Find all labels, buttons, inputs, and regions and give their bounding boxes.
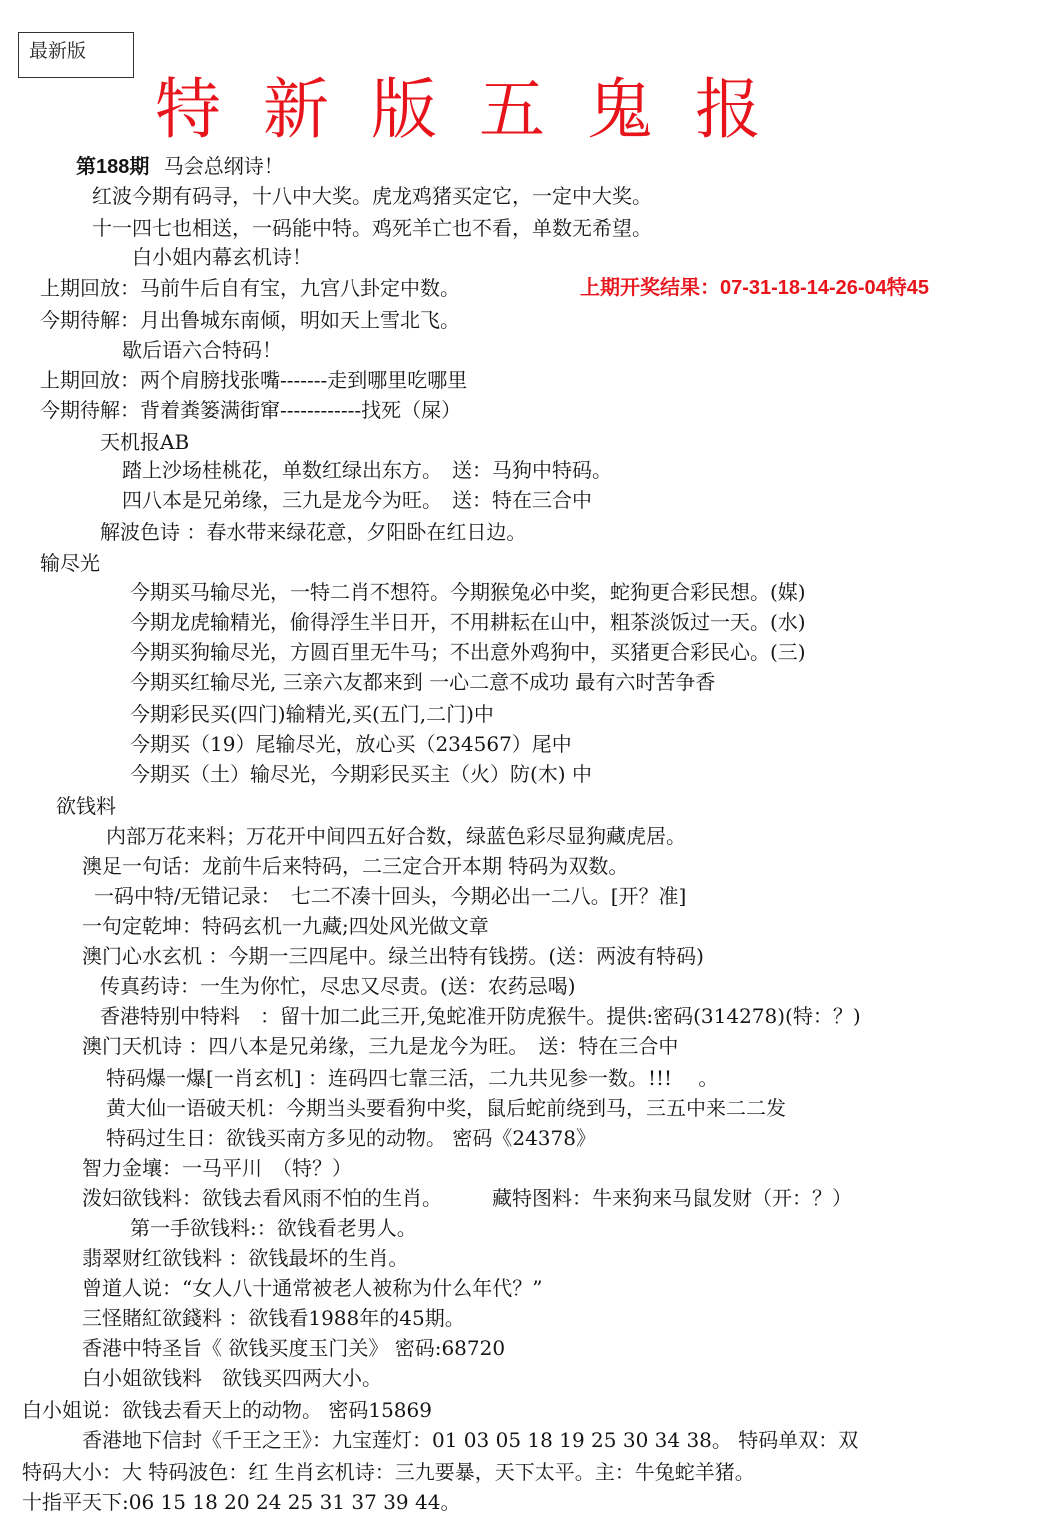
text-line: 今期龙虎输精光，偷得浮生半日开，不用耕耘在山中，粗茶淡饭过一天。(水) xyxy=(130,610,806,634)
text-line: 十指平天下:06 15 18 20 24 25 31 37 39 44。 xyxy=(22,1490,461,1514)
text-line: 欲钱料 xyxy=(56,794,116,818)
text-line: 澳足一句话：龙前牛后来特码，二三定合开本期 特码为双数。 xyxy=(82,854,629,878)
text-line: 内部万花来料；万花开中间四五好合数，绿蓝色彩尽显狗藏虎居。 xyxy=(106,824,686,848)
issue-number: 第188期 xyxy=(76,156,150,178)
text-line: 智力金壤：一马平川 （特？） xyxy=(82,1156,352,1180)
text-line: 歇后语六合特码！ xyxy=(122,338,282,362)
text-line: 特码爆一爆[一肖玄机] ：连码四七靠三活，二九共见参一数。!!! 。 xyxy=(106,1066,719,1090)
text-line: 上期回放：两个肩膀找张嘴-------走到哪里吃哪里 xyxy=(40,368,468,392)
text-line: 澳门心水玄机 ：今期一三四尾中。绿兰出特有钱捞。(送：两波有特码) xyxy=(82,944,704,968)
text-line: 第一手欲钱料:：欲钱看老男人。 xyxy=(130,1216,417,1240)
text-line: 香港中特圣旨《 欲钱买度玉门关》 密码:68720 xyxy=(82,1336,506,1360)
text-line: 十一四七也相送，一码能中特。鸡死羊亡也不看，单数无希望。 xyxy=(92,216,652,240)
text-line: 输尽光 xyxy=(40,551,100,575)
text-line: 今期买（土）输尽光，今期彩民买主（火）防(木) 中 xyxy=(130,762,592,786)
text-line: 今期待解：背着粪篓满街窜------------找死（屎） xyxy=(40,398,462,422)
text-line: 泼妇欲钱料：欲钱去看风雨不怕的生肖。 藏特图料：牛来狗来马鼠发财（开：？） xyxy=(82,1186,852,1210)
text-line: 上期回放：马前牛后自有宝，九宫八卦定中数。 xyxy=(40,276,460,300)
text-line: 今期买狗输尽光，方圆百里无牛马；不出意外鸡狗中，买猪更合彩民心。(三) xyxy=(130,640,806,664)
edition-badge: 最新版 xyxy=(18,32,134,78)
text-line: 一句定乾坤：特码玄机一九藏;四处风光做文章 xyxy=(82,914,489,938)
text-line: 白小姐说：欲钱去看天上的动物。 密码15869 xyxy=(22,1398,432,1422)
text-line: 天机报AB xyxy=(100,430,190,454)
text-line: 澳门天机诗 ：四八本是兄弟缘，三九是龙今为旺。 送：特在三合中 xyxy=(82,1034,679,1058)
issue-header xyxy=(76,152,284,181)
text-line: 红波今期有码寻，十八中大奖。虎龙鸡猪买定它，一定中大奖。 xyxy=(92,184,652,208)
text-line: 今期彩民买(四门)输精光,买(五门,二门)中 xyxy=(130,702,494,726)
text-line: 香港特别中特料 ：留十加二此三开,兔蛇准开防虎猴牛。提供:密码(314278)(特：？) xyxy=(100,1004,861,1028)
text-line: 一码中特/无错记录： 七二不凑十回头，今期必出一二八。[开？准] xyxy=(94,884,687,908)
text-line: 翡翠财红欲钱料 ：欲钱最坏的生肖。 xyxy=(82,1246,409,1270)
text-line: 今期待解：月出鲁城东南倾，明如天上雪北飞。 xyxy=(40,308,460,332)
text-line: 传真药诗：一生为你忙，尽忠又尽责。(送：农药忌喝) xyxy=(100,974,576,998)
text-line: 今期买马输尽光，一特二肖不想符。今期猴兔必中奖，蛇狗更合彩民想。(媒) xyxy=(130,580,806,604)
text-line: 三怪賭紅欲錢料 ：欲钱看1988年的45期。 xyxy=(82,1306,465,1330)
text-line: 特码过生日：欲钱买南方多见的动物。 密码《24378》 xyxy=(106,1126,596,1150)
text-line: 香港地下信封《千王之王》：九宝莲灯：01 03 05 18 19 25 30 34 38。 特码单双：双 xyxy=(82,1428,859,1452)
text-line: 今期买红输尽光, 三亲六友都来到 一心二意不成功 最有六时苦争香 xyxy=(130,670,716,694)
text-line: 解波色诗 ：春水带来绿花意，夕阳卧在红日边。 xyxy=(100,520,527,544)
text-line: 特码大小：大 特码波色：红 生肖玄机诗：三九要暴，天下太平。主：牛兔蛇羊猪。 xyxy=(22,1460,755,1484)
text-line: 四八本是兄弟缘，三九是龙今为旺。 送：特在三合中 xyxy=(122,488,592,512)
text-line: 白小姐内幕玄机诗！ xyxy=(132,245,312,269)
text-line: 踏上沙场桂桃花，单数红绿出东方。 送：马狗中特码。 xyxy=(122,458,612,482)
text-line: 白小姐欲钱料 欲钱买四两大小。 xyxy=(82,1366,382,1390)
text-line: 黄大仙一语破天机：今期当头要看狗中奖，鼠后蛇前绕到马，三五中来二二发 xyxy=(106,1096,786,1120)
text-line: 曾道人说：“女人八十通常被老人被称为什么年代？” xyxy=(82,1276,543,1300)
last-draw-result: 上期开奖结果：07-31-18-14-26-04特45 xyxy=(580,277,930,299)
page-title: 特新版五鬼报 xyxy=(155,71,803,148)
issue-subtitle: 马会总纲诗！ xyxy=(163,154,284,178)
text-line: 今期买（19）尾输尽光，放心买（234567）尾中 xyxy=(130,732,572,756)
